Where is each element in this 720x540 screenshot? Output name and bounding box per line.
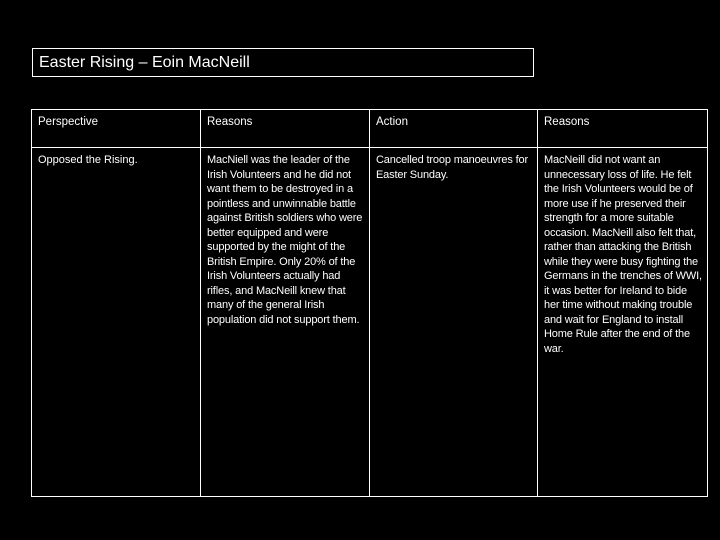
cell-reasons: MacNiell was the leader of the Irish Volunteers and he did not want them to be destroyed in a pointless and unwinnable battle against British soldiers who were better equipped and were supported by the might of the British Empire. Only 20% of the Irish Volunteers actually had rifles, and MacNeill knew that many of the general Irish population did not support them.: [201, 148, 370, 497]
cell-action: Cancelled troop manoeuvres for Easter Sunday.: [370, 148, 538, 497]
title-box: [32, 48, 534, 77]
header-perspective: Perspective: [32, 110, 201, 148]
cell-perspective: Opposed the Rising.: [32, 148, 201, 497]
table-header-row: [32, 110, 708, 148]
perspective-table: [31, 109, 708, 497]
header-action: Action: [370, 110, 538, 148]
page-title: Easter Rising – Eoin MacNeill: [39, 53, 250, 71]
header-reasons: Reasons: [201, 110, 370, 148]
header-reasons-2: Reasons: [538, 110, 708, 148]
table-row: [32, 148, 708, 497]
cell-reasons-2: MacNeill did not want an unnecessary loss of life. He felt the Irish Volunteers would be of more use if he preserved their strength for a more suitable occasion. MacNeill also felt that, rather than attacking the British while they were busy fighting the Germans in the trenches of WWI, it was better for Ireland to bide her time without making trouble and wait for England to install Home Rule after the end of the war.: [538, 148, 708, 497]
